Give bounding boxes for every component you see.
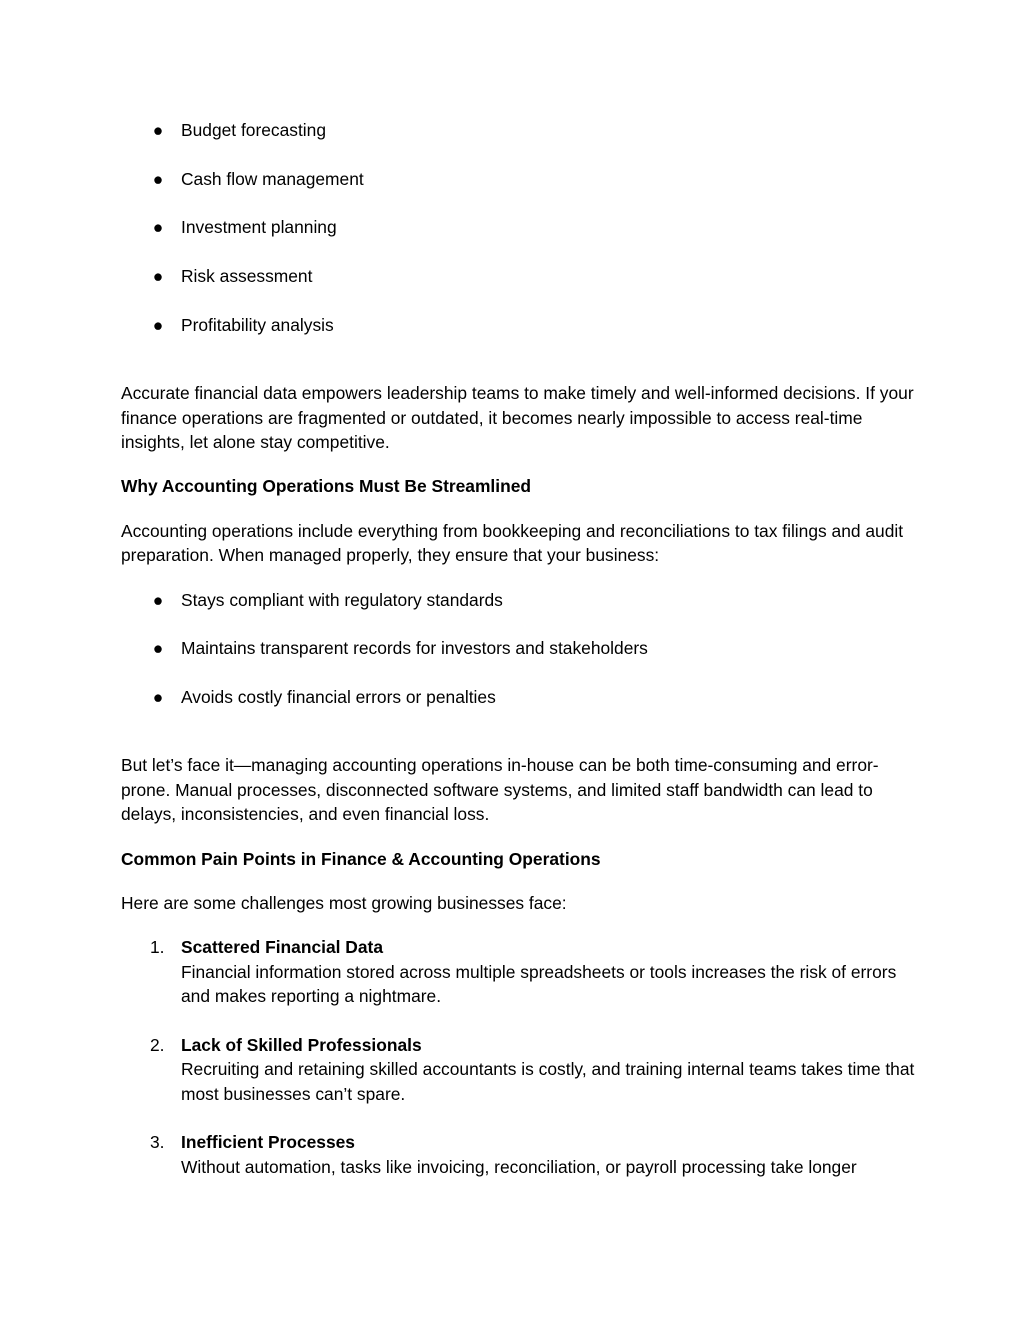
list-item-text: Investment planning — [181, 217, 337, 238]
bullet-icon: ● — [152, 589, 164, 610]
list-item — [121, 167, 921, 191]
list-item-text: Cash flow management — [181, 168, 364, 189]
bullet-icon: ● — [152, 638, 164, 659]
list-item-text: Risk assessment — [181, 266, 313, 287]
paragraph-accurate-data: Accurate financial data empowers leadership teams to make timely and well-informed decisions. If your finance operations are fragmented or outdated, it becomes nearly impossible to access real-time insights, let alone stay competitive. — [121, 383, 914, 452]
pain-points-list — [121, 935, 921, 1179]
bullet-icon: ● — [152, 686, 164, 707]
paragraph-accounting-operations: Accounting operations include everything from bookkeeping and reconciliations to tax filings and audit preparation. When managed properly, they ensure that your business: — [121, 520, 904, 566]
item-body: Without automation, tasks like invoicing, reconciliation, or payroll processing take longer — [181, 1156, 857, 1177]
top-bullet-list — [121, 118, 921, 337]
list-item — [121, 685, 921, 709]
numbered-item — [121, 1130, 921, 1179]
item-body: Recruiting and retaining skilled accountants is costly, and training internal teams takes time that most businesses can’t spare. — [181, 1059, 915, 1104]
item-number: 2. — [150, 1034, 165, 1055]
item-title: Scattered Financial Data — [181, 937, 383, 958]
bullet-icon: ● — [152, 217, 164, 238]
bullet-icon: ● — [152, 168, 164, 189]
item-title: Inefficient Processes — [181, 1132, 355, 1153]
middle-bullet-list — [121, 588, 921, 710]
list-item — [121, 215, 921, 239]
list-item — [121, 588, 921, 612]
list-item — [121, 313, 921, 337]
bullet-icon: ● — [152, 120, 164, 140]
item-title: Lack of Skilled Professionals — [181, 1034, 422, 1055]
item-number: 3. — [150, 1132, 165, 1153]
document-page — [121, 118, 921, 1179]
paragraph-face-it: But let’s face it—managing accounting operations in-house can be both time-consuming and error-prone. Manual processes, disconnected software systems, and limited staff bandwidth can lead to delays, inconsistencies, and even financial loss. — [121, 755, 879, 825]
section-heading-why: Why Accounting Operations Must Be Streamlined — [121, 476, 532, 497]
list-item-text: Budget forecasting — [181, 120, 327, 140]
numbered-item — [121, 935, 921, 1008]
list-item — [121, 118, 921, 142]
paragraph-challenges: Here are some challenges most growing businesses face: — [121, 892, 567, 913]
numbered-item — [121, 1033, 921, 1106]
list-item — [121, 636, 921, 660]
list-item-text: Stays compliant with regulatory standards — [181, 589, 503, 610]
item-body: Financial information stored across multiple spreadsheets or tools increases the risk of errors and makes reporting a nightmare. — [181, 961, 897, 1007]
list-item — [121, 264, 921, 288]
list-item-text: Profitability analysis — [181, 314, 334, 335]
bullet-icon: ● — [152, 314, 164, 335]
list-item-text: Maintains transparent records for investors and stakeholders — [181, 638, 648, 659]
section-heading-pain-points: Common Pain Points in Finance & Accounting Operations — [121, 848, 601, 869]
list-item-text: Avoids costly financial errors or penalties — [181, 686, 496, 707]
bullet-icon: ● — [152, 266, 164, 287]
item-number: 1. — [150, 937, 165, 958]
